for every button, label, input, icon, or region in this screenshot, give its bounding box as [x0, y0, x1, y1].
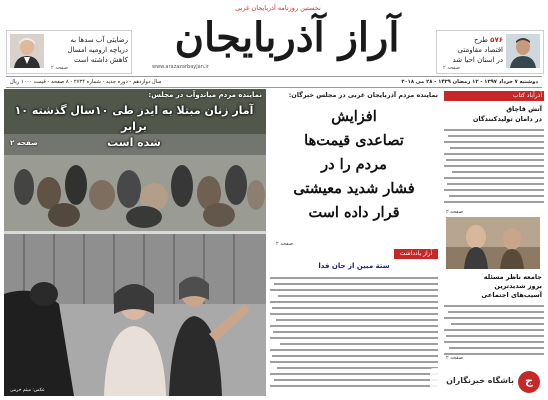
- right-story-photo: [446, 217, 540, 269]
- masthead: [0, 0, 548, 80]
- watermark-label: باشگاه خبرنگاران: [446, 376, 514, 385]
- teaser-page-ref: صفحه ۲: [51, 65, 68, 71]
- newspaper-website: www.arazazarbayjan.ir: [152, 64, 209, 70]
- photo-story-kicker: نماینده مردم میاندوآب در مجلس:: [148, 91, 262, 99]
- teaser-page-ref: صفحه ۲: [443, 65, 460, 71]
- masthead-tagline: نخستین روزنامه آذربایجان غربی: [235, 4, 321, 12]
- teaser-line-1-text: طرح: [473, 36, 488, 44]
- lead-headline-line-5: قرار داده است: [308, 204, 400, 221]
- right-story-3-body-text: [442, 303, 544, 363]
- photo-headline-line-1: آمار زنان مبتلا به ایدز طی ۱۰سال گذشته ۱۰ برابر: [14, 104, 254, 133]
- dateline-bar: [6, 76, 542, 88]
- teaser-line-2: اقتصاد مقاومتی: [457, 46, 503, 54]
- article-section-tag: آراز یادداشت: [394, 249, 438, 259]
- teaser-portrait-image: [10, 34, 44, 68]
- masthead-teaser-left[interactable]: [6, 30, 132, 74]
- women-photo: [4, 234, 266, 396]
- right-story-title-3-line-1: جامعه ناظر مسئله: [483, 273, 542, 281]
- right-story-body-text: [442, 127, 544, 213]
- teaser-text: [47, 35, 128, 65]
- teaser-line-1: رضایتی آب سدها به: [70, 36, 128, 44]
- lead-story[interactable]: [270, 89, 438, 396]
- watermark-logo-icon: [518, 371, 540, 393]
- newspaper-logo[interactable]: آراز آذربایجان: [174, 14, 400, 61]
- source-watermark: [430, 368, 544, 396]
- watermark-logo-letter: ج: [525, 374, 533, 387]
- teaser-text: [440, 35, 503, 65]
- crowd-photo: [4, 89, 266, 231]
- teaser-portrait-image: [506, 34, 540, 68]
- lead-story-kicker: نماینده مردم آذربایجان غربی در مجلس خبرگان:: [288, 91, 438, 99]
- issue-info: سال دوازدهم - دوره جدید - شماره ۲۷۳۴ - ۸ صفحه - قیمت ۱۰۰۰ ریال: [10, 79, 162, 85]
- photo-story-page-ref: صفحه ۲: [10, 139, 38, 147]
- lead-headline-line-4: فشار شدید معیشتی: [293, 180, 415, 197]
- lead-headline-line-2: تصاعدی قیمت‌ها: [304, 132, 404, 149]
- teaser-line-3: در استان احیا شد: [452, 56, 503, 64]
- teaser-line-1: [440, 35, 503, 45]
- article-title[interactable]: ستة مبین از جان فدا: [318, 262, 390, 270]
- photo-story[interactable]: [4, 89, 266, 396]
- right-story-title-3[interactable]: [442, 273, 542, 300]
- right-story-title-2[interactable]: در دامان تولیدکنندگان: [472, 115, 542, 123]
- right-column: [442, 89, 544, 396]
- lead-story-headline: [270, 105, 438, 225]
- lead-story-page-ref: صفحه ۲: [276, 241, 293, 247]
- masthead-teaser-right[interactable]: [436, 30, 544, 74]
- photo-story-headline: [8, 103, 260, 151]
- right-column-tag: آذرآباد کتاب: [444, 91, 544, 101]
- teaser-line-2: دریاچه ارومیه امسال: [67, 46, 128, 54]
- photo-credit: عکس: میثم خرمی: [10, 388, 45, 393]
- photo-headline-line-2: شده است: [107, 136, 161, 149]
- right-story-title-3-line-3: آسیب‌های اجتماعی: [481, 291, 542, 299]
- lead-headline-line-1: افزایش: [331, 108, 377, 125]
- teaser-line-3: کاهش داشته است: [73, 56, 128, 64]
- right-story-title-3-line-2: بروز شدیدترین: [494, 282, 542, 290]
- right-story-page-ref-2: صفحه ۲: [446, 355, 463, 361]
- issue-date: دوشنبه ۷ خرداد ۱۳۹۷ - ۱۲ رمضان ۱۴۳۹ - ۲۸ می ۲۰۱۸: [401, 79, 538, 85]
- right-story-page-ref-1: صفحه ۲: [446, 209, 463, 215]
- teaser-number: ۵۷۶: [490, 36, 503, 44]
- right-story-title-1[interactable]: آتش قاچاق: [506, 105, 542, 113]
- article-body-text: [270, 275, 438, 393]
- lead-headline-line-3: مردم را در: [321, 156, 387, 173]
